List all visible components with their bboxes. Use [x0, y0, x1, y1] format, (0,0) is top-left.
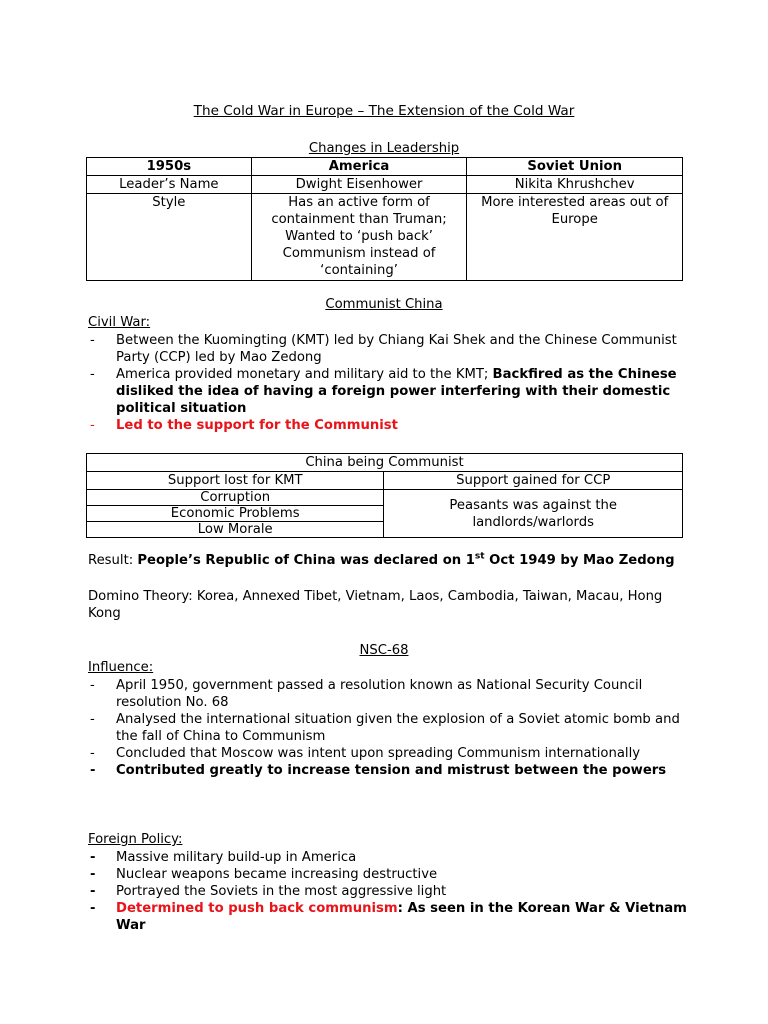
foreign-policy-list — [88, 849, 688, 934]
table-cell: More interested areas out of Europe — [467, 194, 683, 281]
list-item: - Contributed greatly to increase tension and mistrust between the powers — [90, 763, 667, 778]
influence-label: Influence: — [88, 660, 154, 675]
leadership-table — [86, 157, 683, 281]
list-item: - Between the Kuomingting (KMT) led by Chiang Kai Shek and the Chinese Communist Party (CCP) led by Mao Zedong — [90, 333, 677, 365]
list-item: - Analysed the international situation given the explosion of a Soviet atomic bomb and the fall of China to Communism — [90, 712, 680, 744]
result-paragraph: Result: People’s Republic of China was declared on 1st Oct 1949 by Mao Zedong — [88, 551, 675, 568]
document-title: The Cold War in Europe – The Extension of the Cold War — [193, 103, 575, 119]
table-cell: Dwight Eisenhower — [251, 176, 467, 194]
nsc-heading: NSC-68 — [359, 643, 409, 658]
list-item: - Portrayed the Soviets in the most aggressive light — [90, 884, 447, 899]
table-caption: China being Communist — [87, 454, 683, 472]
list-item: - Concluded that Moscow was intent upon spreading Communism internationally — [90, 746, 641, 761]
table-header-row — [87, 158, 683, 176]
table-header-cell: Support gained for CCP — [384, 472, 683, 490]
table-header-cell: America — [251, 158, 467, 176]
list-item: - Massive military build-up in America — [90, 850, 357, 865]
nsc-list — [88, 677, 688, 779]
table-header-cell: Soviet Union — [467, 158, 683, 176]
table-cell: Style — [87, 194, 252, 281]
table-cell: Corruption — [87, 490, 384, 506]
list-item: - April 1950, government passed a resolution known as National Security Council resolution No. 68 — [90, 678, 643, 710]
table-cell: Economic Problems — [87, 506, 384, 522]
list-item: - America provided monetary and military aid to the KMT; Backfired as the Chinese disliked the idea of having a foreign power interfering with their domestic political situation — [90, 367, 677, 416]
leadership-heading: Changes in Leadership — [308, 141, 460, 156]
domino-theory: Domino Theory: Korea, Annexed Tibet, Vietnam, Laos, Cambodia, Taiwan, Macau, Hong Kong — [88, 589, 663, 621]
china-communist-table — [86, 453, 683, 538]
china-heading: Communist China — [325, 297, 443, 312]
list-item: - Led to the support for the Communist — [90, 418, 398, 433]
table-cell: Has an active form of containment than Truman; Wanted to ‘push back’ Communism instead of ‘containing’ — [251, 194, 467, 281]
table-header-cell: Support lost for KMT — [87, 472, 384, 490]
table-cell: Low Morale — [87, 522, 384, 538]
table-row — [87, 194, 683, 281]
list-item: - Nuclear weapons became increasing destructive — [90, 867, 438, 882]
civil-war-list — [88, 332, 688, 434]
foreign-policy-label: Foreign Policy: — [88, 832, 183, 847]
table-row — [87, 176, 683, 194]
table-cell: Peasants was against the landlords/warlords — [384, 490, 683, 538]
list-item: - Determined to push back communism: As seen in the Korean War & Vietnam War — [90, 901, 687, 933]
civil-war-label: Civil War: — [88, 315, 151, 330]
table-cell: Nikita Khrushchev — [467, 176, 683, 194]
table-cell: Leader’s Name — [87, 176, 252, 194]
table-header-cell: 1950s — [87, 158, 252, 176]
